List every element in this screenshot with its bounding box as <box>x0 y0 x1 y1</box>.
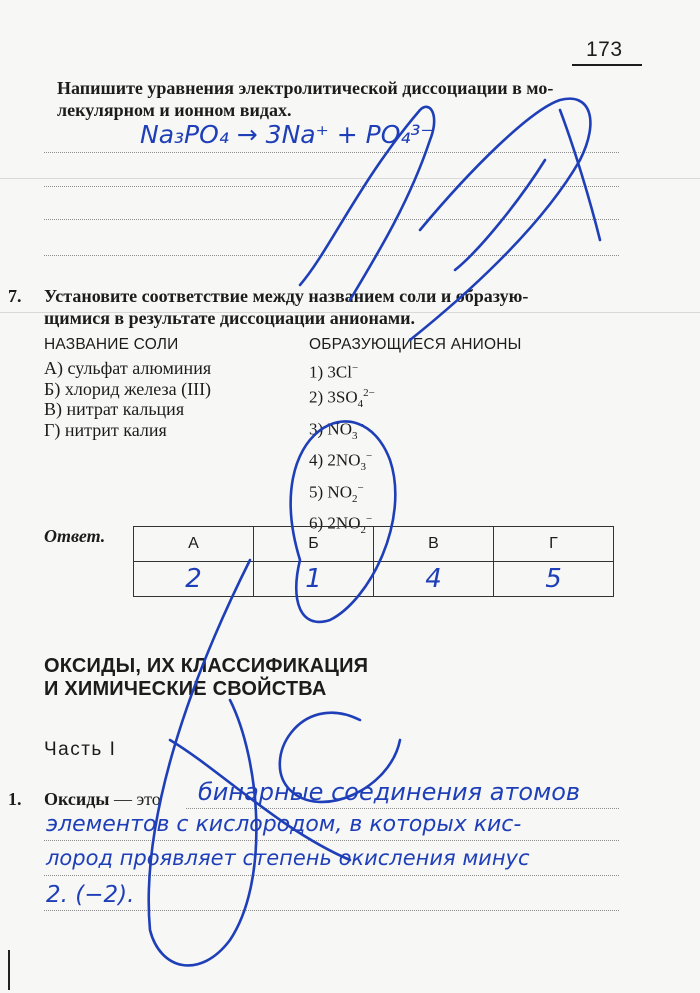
anion-item: 3) $NO_3^-$ <box>309 418 364 442</box>
handwritten-equation: Na₃PO₄ → 3Na⁺ + PO₄³⁻ <box>140 120 434 149</box>
answer-header-a: А <box>134 527 254 562</box>
answer-line <box>44 875 619 876</box>
part-heading: Часть I <box>44 739 117 760</box>
page-number: 173 <box>586 38 623 61</box>
task1-prompt <box>44 788 161 810</box>
answer-line <box>44 186 619 187</box>
answer-table <box>133 526 614 597</box>
salt-item: Б) хлорид железа (III) <box>44 378 212 399</box>
handwritten-definition-line4: 2. (−2). <box>46 882 135 908</box>
anion-column-header: ОБРАЗУЮЩИЕСЯ АНИОНЫ <box>309 336 522 353</box>
task1-term: Оксиды <box>44 789 110 809</box>
answer-line <box>44 219 619 220</box>
salt-item: В) нитрат кальция <box>44 399 185 419</box>
answer-value-b[interactable]: 1 <box>254 562 374 597</box>
section-title <box>44 655 368 701</box>
anion-item: 6) $2NO_2^-$ <box>309 513 373 537</box>
answer-line <box>186 808 619 809</box>
answer-value-g[interactable]: 5 <box>494 562 614 597</box>
anion-item: 1) 3Cl− <box>309 362 359 382</box>
salt-column-header: НАЗВАНИЕ СОЛИ <box>44 336 179 353</box>
page-number-rule <box>572 64 642 66</box>
margin-bar <box>8 950 10 990</box>
anion-item: 5) $NO_2^-$ <box>309 481 364 505</box>
anion-item: 4) $2NO_3^-$ <box>309 450 373 474</box>
answer-header-b: Б <box>254 527 374 562</box>
anion-item: 2) $3SO_4^{2-}$ <box>309 387 375 411</box>
anion-list <box>309 358 375 541</box>
task7-text <box>44 285 654 329</box>
salt-list <box>44 358 211 440</box>
salt-item: Г) нитрит калия <box>44 419 167 440</box>
answer-line <box>44 255 619 256</box>
task1-number: 1. <box>8 789 22 809</box>
task7-number: 7. <box>8 286 22 306</box>
task7-line1: Установите соответствие между названием соли и образую- <box>44 286 529 306</box>
answer-line <box>44 840 619 841</box>
salt-item: А) сульфат алюминия <box>44 358 212 378</box>
answer-value-a[interactable]: 2 <box>134 562 254 597</box>
section-title-line2: И ХИМИЧЕСКИЕ СВОЙСТВА <box>44 678 327 700</box>
task6-line1: Напишите уравнения электролитической диссоциации в мо- <box>57 78 554 98</box>
answer-header-g: Г <box>494 527 614 562</box>
answer-header-v: В <box>374 527 494 562</box>
answer-value-v[interactable]: 4 <box>374 562 494 597</box>
answer-line <box>44 910 619 911</box>
bleed-through-line <box>0 178 700 179</box>
task7-line2: щимися в результате диссоциации анионами. <box>44 308 415 328</box>
handwritten-definition-line1: бинарные соединения атомов <box>198 778 581 806</box>
task6-line2: лекулярном и ионном видах. <box>57 100 292 120</box>
task1-dash: — это <box>109 789 161 809</box>
section-title-line1: ОКСИДЫ, ИХ КЛАССИФИКАЦИЯ <box>44 655 369 677</box>
task6-text <box>57 77 657 121</box>
handwritten-definition-line3: лород проявляет степень окисления минус <box>46 846 530 870</box>
handwritten-definition-line2: элементов с кислородом, в которых кис- <box>46 812 522 837</box>
answer-label: Ответ. <box>44 526 106 546</box>
answer-line <box>44 152 619 153</box>
